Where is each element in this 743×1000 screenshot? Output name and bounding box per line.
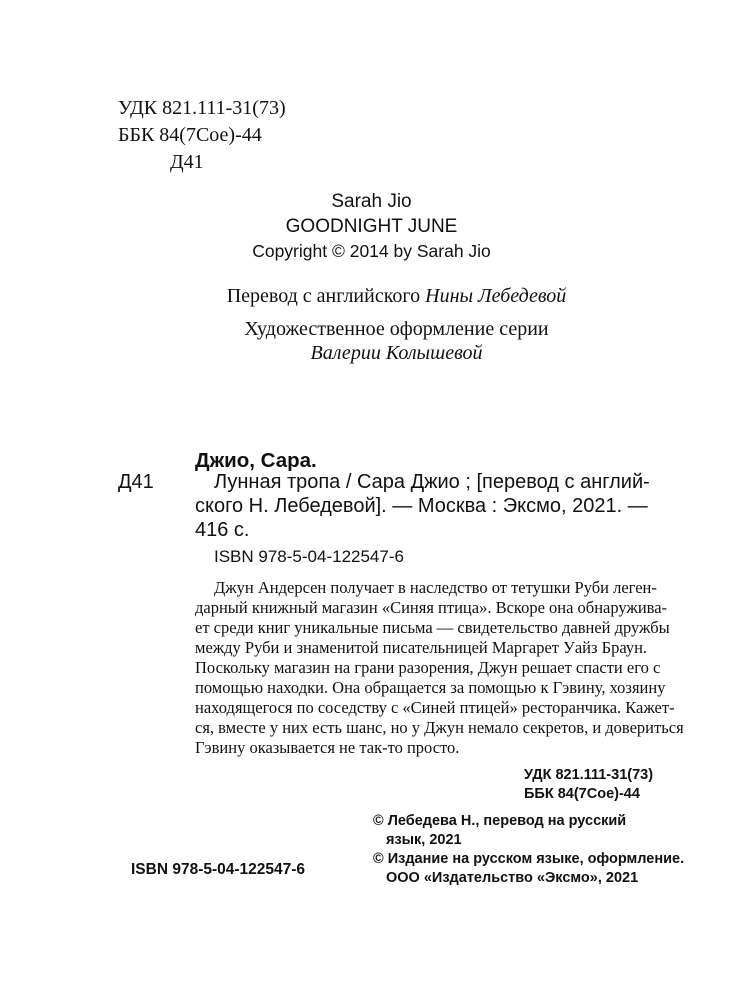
original-author: Sarah Jio [331,191,412,212]
original-title: GOODNIGHT JUNE [285,216,458,237]
annotation-line-5: Поскольку магазин на грани разорения, Джун решает спасти его с [195,658,661,677]
catalog-author-mark: Д41 [118,471,154,493]
translation-credit [0,285,743,308]
translator-name: Нины Лебедевой [425,285,567,307]
copyright-line-2: язык, 2021 [386,832,462,848]
annotation-bbk-code: ББК 84(7Сое)-44 [524,786,640,802]
copyright-line-1: © Лебедева Н., перевод на русский [373,813,627,829]
annotation-udk-code: УДК 821.111-31(73) [524,767,654,783]
annotation-line-2: дарный книжный магазин «Синяя птица». Вскоре она обнаружива- [195,598,668,617]
design-credit-label: Художественное оформление серии [244,318,549,340]
annotation-line-1: Джун Андерсен получает в наследство от тетушки Руби леген- [214,578,657,597]
designer-name: Валерии Колышевой [310,342,483,364]
catalog-heading: Джио, Сара. [195,449,317,472]
translation-prefix: Перевод с английского [226,285,421,307]
annotation-line-6: помощью находки. Она обращается за помощью к Гэвину, хозяину [195,678,666,697]
annotation-line-4: между Руби и знаменитой писательницей Маргарет Уайз Браун. [195,638,648,657]
catalog-description-line-2: ского Н. Лебедевой]. — Москва : Эксмо, 2021. — [195,495,648,517]
copyright-line-3: © Издание на русском языке, оформление. [373,851,685,867]
udk-code: УДК 821.111-31(73) [118,97,286,119]
annotation-line-8: ся, вместе у них есть шанс, но у Джун немало секретов, и довериться [195,718,684,737]
catalog-description-line-3: 416 с. [195,519,250,541]
original-copyright: Copyright © 2014 by Sarah Jio [252,241,491,261]
annotation-line-9: Гэвину оказывается не так-то просто. [195,738,460,757]
catalog-description-line-1: Лунная тропа / Сара Джио ; [перевод с англий- [214,471,650,493]
footer-isbn: ISBN 978-5-04-122547-6 [131,861,306,878]
annotation-line-7: находящегося по соседству с «Синей птицей» ресторанчика. Кажет- [195,698,675,717]
annotation-line-3: ет среди книг уникальные письма — свидетельство давней дружбы [195,618,670,637]
author-mark: Д41 [170,151,204,173]
bbk-code: ББК 84(7Сое)-44 [118,124,262,146]
copyright-line-4: ООО «Издательство «Эксмо», 2021 [386,870,639,886]
catalog-isbn: ISBN 978-5-04-122547-6 [214,547,404,566]
